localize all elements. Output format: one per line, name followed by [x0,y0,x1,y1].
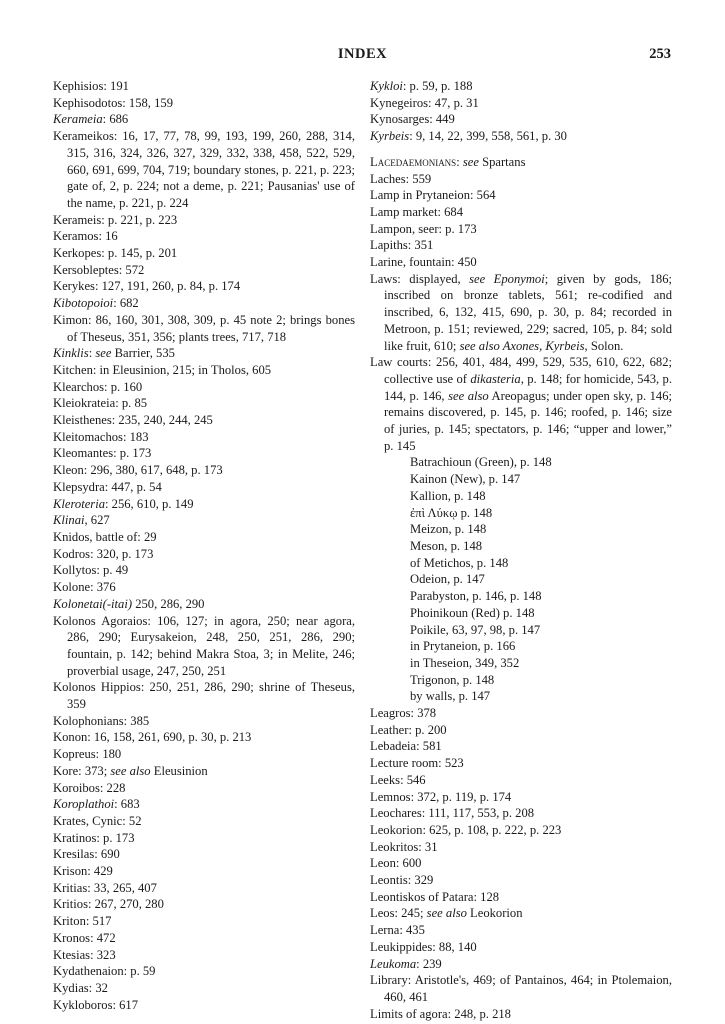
index-entry: Lamp market: 684 [370,204,464,219]
index-entry: Kyrbeis: 9, 14, 22, 399, 558, 561, p. 30 [370,129,567,144]
index-entry: Kykloi: p. 59, p. 188 [370,79,473,93]
index-entry: Kleitomachos: 183 [53,429,149,444]
index-entry: Kerameikos: 16, 17, 77, 78, 99, 193, 199, 260, 288, 314, 315, 316, 324, 326, 327, 329, 332, 338, 458, 522, 529, 660, 691, 699, 704, 719; boundary stones, p. 221, p. 223; gate of, 2, p. 224; not a deme, p. 221; Pausanias' use of the name, p. 221, p. 224 [53,129,355,210]
index-entry: Kolonos Hippios: 250, 251, 286, 290; shrine of Theseus, 359 [53,680,355,712]
index-column-right [370,78,672,1022]
index-entry: Lamp in Prytaneion: 564 [370,188,496,203]
index-subentry: Meson, p. 148 [410,538,483,553]
index-entry: Lerna: 435 [370,923,425,938]
index-entry: Ktesias: 323 [53,947,116,962]
index-entry: Koroplathoi: 683 [53,797,140,812]
index-entry: Konon: 16, 158, 261, 690, p. 30, p. 213 [53,730,252,745]
index-entry: Law courts: 256, 401, 484, 499, 529, 535, 610, 622, 682; collective use of dikasteria, p. 148; for homicide, 543, p. 144, p. 146, see also Areopagus; under open sky, p. 146; remains discovered, p. 145, p. 146; roofed, p. 146; size of juries, p. 145; spectators, p. 146; “upper and lower,” p. 145 [370,355,672,453]
index-subentry: by walls, p. 147 [410,689,491,704]
section-gap [370,145,672,154]
index-entry: Kinklis: see Barrier, 535 [53,346,175,361]
index-column-left [53,78,355,1013]
index-entry: Leukippides: 88, 140 [370,939,477,954]
index-entry: Krison: 429 [53,864,113,879]
index-entry: Leon: 600 [370,856,422,871]
index-entry: Lebadeia: 581 [370,739,442,754]
index-entry: Krates, Cynic: 52 [53,813,142,828]
index-entry: Klinai, 627 [53,513,110,528]
index-entry: Leather: p. 200 [370,722,447,737]
index-entry: Leochares: 111, 117, 553, p. 208 [370,806,535,821]
index-entry: Kresilas: 690 [53,847,120,862]
index-entry: Leeks: 546 [370,772,426,787]
index-subentry: Parabyston, p. 146, p. 148 [410,589,542,604]
index-entry: Kephisodotos: 158, 159 [53,95,173,110]
index-entry: Kritios: 267, 270, 280 [53,897,164,912]
index-entry: Kerameis: p. 221, p. 223 [53,212,178,227]
index-entry: Kersobleptes: 572 [53,262,145,277]
index-entry: Kephisios: 191 [53,79,129,93]
index-subentry: Batrachioun (Green), p. 148 [410,455,552,470]
index-entry: Kriton: 517 [53,914,112,929]
index-entry: Lemnos: 372, p. 119, p. 174 [370,789,512,804]
index-entry: Kore: 373; see also Eleusinion [53,763,208,778]
index-entry: Lampon, seer: p. 173 [370,221,477,236]
index-entry: Kleiokrateia: p. 85 [53,396,148,411]
index-entry: Kleroteria: 256, 610, p. 149 [53,496,194,511]
index-entry: Keramos: 16 [53,229,118,244]
index-entry: Lecture room: 523 [370,756,464,771]
index-entry: Lacedaemonians: see Spartans [370,154,526,169]
index-entry: Knidos, battle of: 29 [53,529,157,544]
index-entry: Leagros: 378 [370,706,437,721]
index-entry: Kydias: 32 [53,980,108,995]
index-entry: Leokorion: 625, p. 108, p. 222, p. 223 [370,822,562,837]
index-entry: Kopreus: 180 [53,747,122,762]
index-entry: Kolonetai(-itai) 250, 286, 290 [53,596,205,611]
index-entry: Kimon: 86, 160, 301, 308, 309, p. 45 note 2; brings bones of Theseus, 351, 356; plants trees, 717, 718 [53,312,355,344]
index-entry: Laws: displayed, see Eponymoi; given by gods, 186; inscribed on bronze tablets, 561; re-codified and inscribed, 6, 132, 415, 690, p. 30, p. 84; recorded in Metroon, p. 151; reviewed, 229; sacred, 105, p. 84; sold like fruit, 610; see also Axones, Kyrbeis, Solon. [370,271,672,353]
index-entry: Kolonos Agoraios: 106, 127; in agora, 250; near agora, 286, 290; Eurysakeion, 248, 250, 251, 286, 290; fountain, p. 142; behind Makra Stoa, 3; in Melite, 246; proverbial usage, 247, 250, 251 [53,613,355,678]
index-entry: Kronos: 472 [53,930,116,945]
index-entry: Koroibos: 228 [53,780,126,795]
index-subentry: in Prytaneion, p. 166 [410,639,516,654]
index-subentry: Kainon (New), p. 147 [410,472,521,487]
index-entry: Kritias: 33, 265, 407 [53,880,157,895]
index-entry: Klepsydra: 447, p. 54 [53,479,162,494]
index-entry: Kleisthenes: 235, 240, 244, 245 [53,413,213,428]
index-entry: Kodros: 320, p. 173 [53,546,154,561]
index-subentry: Kallion, p. 148 [410,488,486,503]
index-entry: Leontiskos of Patara: 128 [370,889,500,904]
index-entry: Leontis: 329 [370,873,434,888]
index-entry: Kynosarges: 449 [370,112,455,127]
index-subentry: Phoinikoun (Red) p. 148 [410,605,535,620]
index-entry: Kolone: 376 [53,580,116,595]
index-entry: Lapiths: 351 [370,238,434,253]
index-entry: Leukoma: 239 [370,956,442,971]
index-entry: Leos: 245; see also Leokorion [370,906,523,921]
index-subentry: of Metichos, p. 148 [410,555,509,570]
index-subentry: in Theseion, 349, 352 [410,655,520,670]
index-entry: Kykloboros: 617 [53,997,139,1012]
index-entry: Kerameia: 686 [53,112,129,127]
index-subentry: Odeion, p. 147 [410,572,485,587]
index-entry: Kynegeiros: 47, p. 31 [370,95,479,110]
running-title: INDEX [337,46,388,62]
index-subentry: ἐπὶ Λύκῳ p. 148 [410,505,493,520]
index-entry: Kerkopes: p. 145, p. 201 [53,246,178,261]
index-entry: Library: Aristotle's, 469; of Pantainos, 464; in Ptolemaion, 460, 461 [370,973,672,1004]
index-entry: Kratinos: p. 173 [53,830,135,845]
index-entry: Kolophonians: 385 [53,713,150,728]
index-entry: Limits of agora: 248, p. 218 [370,1006,511,1021]
page-header [0,46,725,66]
index-subentry: Trigonon, p. 148 [410,672,495,687]
index-entry: Laches: 559 [370,171,432,186]
index-subentry: Poikile, 63, 97, 98, p. 147 [410,622,541,637]
index-entry: Leokritos: 31 [370,839,438,854]
index-entry: Kollytos: p. 49 [53,563,129,578]
index-entry: Kibotopoioi: 682 [53,296,139,311]
index-entry: Larine, fountain: 450 [370,255,477,270]
index-entry: Kleon: 296, 380, 617, 648, p. 173 [53,463,223,478]
index-entry: Kerykes: 127, 191, 260, p. 84, p. 174 [53,279,241,294]
index-entry: Kydathenaion: p. 59 [53,964,156,979]
page-number: 253 [649,46,671,62]
index-subentry: Meizon, p. 148 [410,522,487,537]
index-entry: Klearchos: p. 160 [53,379,143,394]
index-entry: Kitchen: in Eleusinion, 215; in Tholos, 605 [53,362,272,377]
index-entry: Kleomantes: p. 173 [53,446,152,461]
